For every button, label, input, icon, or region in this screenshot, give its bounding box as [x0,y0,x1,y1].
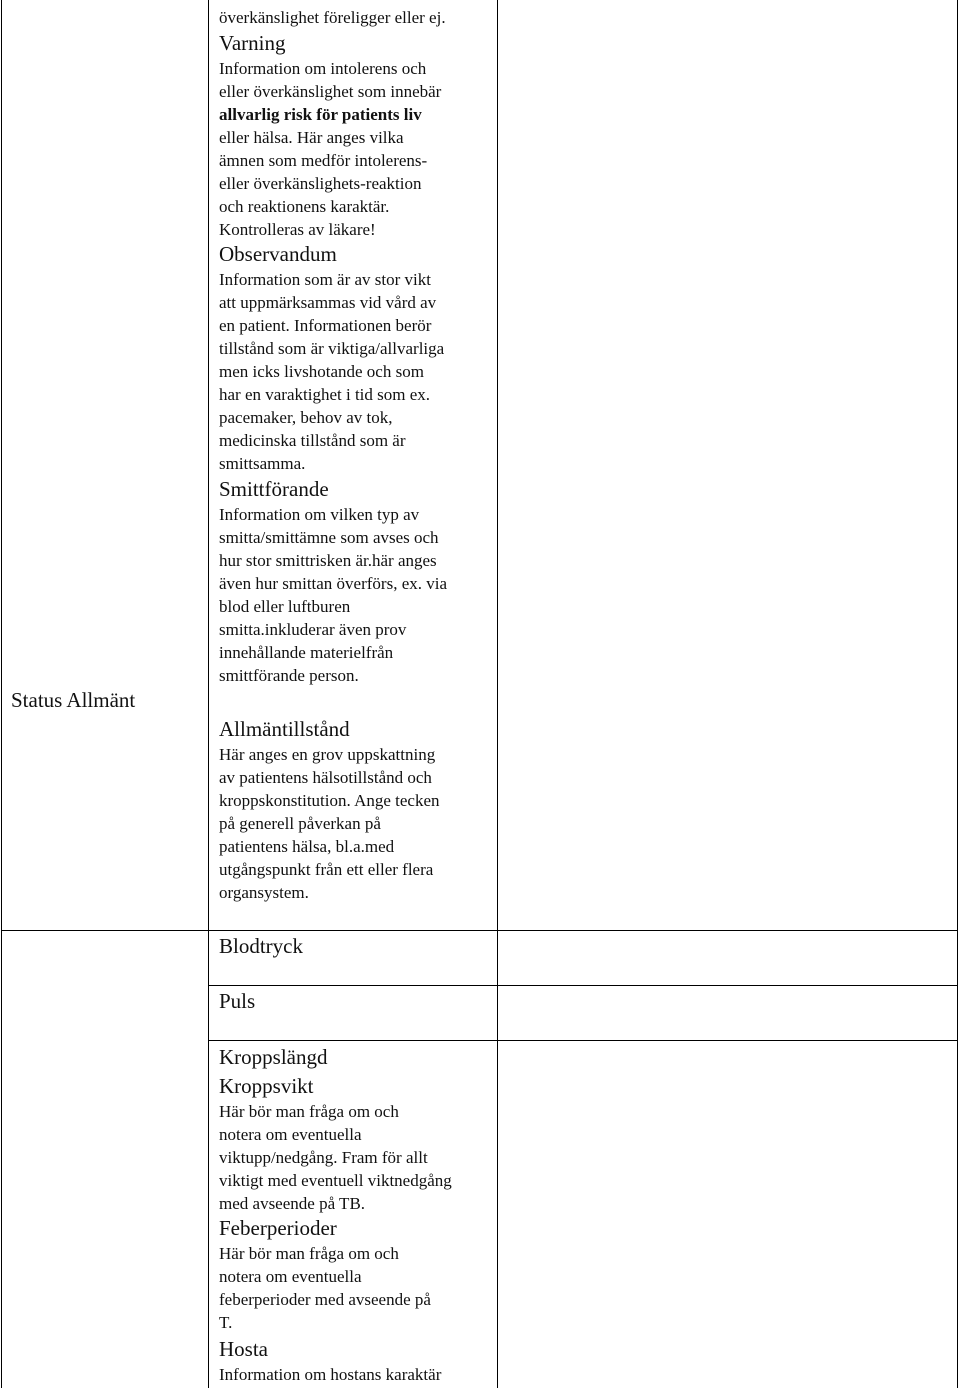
text-line: Information om intolerens och [219,59,427,78]
text-line: innehållande materielfrån [219,643,394,662]
text-line: överkänslighet föreligger eller ej. [219,8,446,27]
text-line: hur stor smittrisken är.här anges [219,551,437,570]
row-divider-allman [1,930,958,931]
text-line: även hur smittan överförs, ex. via [219,574,448,593]
text-line: Information om vilken typ av [219,505,420,524]
text-line: tillstånd som är viktiga/allvarliga [219,339,445,358]
section-title-kroppslangd: Kroppslängd [219,1045,328,1069]
text-line: kroppskonstitution. Ange tecken [219,791,440,810]
text-line: notera om eventuella [219,1125,362,1144]
text-line: notera om eventuella [219,1267,362,1286]
section-title-varning: Varning [219,31,286,55]
text-line: Information som är av stor vikt [219,270,431,289]
text-line: smitta.inkluderar även prov [219,620,407,639]
row-divider-puls [208,1040,958,1041]
text-line: eller hälsa. Här anges vilka [219,128,404,147]
section-title-smittforande: Smittförande [219,477,329,501]
table-border-col2 [497,0,498,1388]
section-title-hosta: Hosta [219,1337,268,1361]
text-line: organsystem. [219,883,309,902]
text-line-bold: allvarlig risk för patients liv [219,105,422,124]
text-line: med avseende på TB. [219,1194,366,1213]
text-line: medicinska tillstånd som är [219,431,406,450]
table-border-col1 [208,0,209,1388]
text-line: Här bör man fråga om och [219,1244,399,1263]
text-line: och reaktionens karaktär. [219,197,390,216]
text-line: en patient. Informationen berör [219,316,432,335]
text-line: viktigt med eventuell viktnedgång [219,1171,452,1190]
section-title-puls: Puls [219,989,256,1013]
text-line: ämnen som medför intolerens- [219,151,428,170]
text-line: viktupp/nedgång. Fram för allt [219,1148,428,1167]
text-line: eller överkänslighets-reaktion [219,174,422,193]
table-border-right [957,0,958,1388]
text-line: utgångspunkt från ett eller flera [219,860,434,879]
text-line: smittförande person. [219,666,359,685]
row-divider-blodtryck [208,985,958,986]
section-title-allmantillstand: Allmäntillstånd [219,717,350,741]
table-border-left [1,0,2,1388]
text-line: smitta/smittämne som avses och [219,528,439,547]
text-line: patientens hälsa, bl.a.med [219,837,395,856]
section-title-feberperioder: Feberperioder [219,1216,337,1240]
text-line: eller överkänslighet som innebär [219,82,442,101]
text-line: har en varaktighet i tid som ex. [219,385,431,404]
section-title-kroppsvikt: Kroppsvikt [219,1074,314,1098]
text-line: T. [219,1313,233,1332]
text-line: men icks livshotande och som [219,362,424,381]
text-line: feberperioder med avseende på [219,1290,431,1309]
text-line: Information om hostans karaktär [219,1365,442,1384]
text-line: att uppmärksammas vid vård av [219,293,437,312]
status-label: Status Allmänt [11,688,136,712]
text-line: av patientens hälsotillstånd och [219,768,432,787]
text-line: Här anges en grov uppskattning [219,745,436,764]
section-title-blodtryck: Blodtryck [219,934,303,958]
text-line: smittsamma. [219,454,306,473]
text-line: Kontrolleras av läkare! [219,220,376,239]
text-line: pacemaker, behov av tok, [219,408,393,427]
text-line: Här bör man fråga om och [219,1102,399,1121]
section-title-observandum: Observandum [219,242,337,266]
text-line: på generell påverkan på [219,814,381,833]
text-line: blod eller luftburen [219,597,351,616]
